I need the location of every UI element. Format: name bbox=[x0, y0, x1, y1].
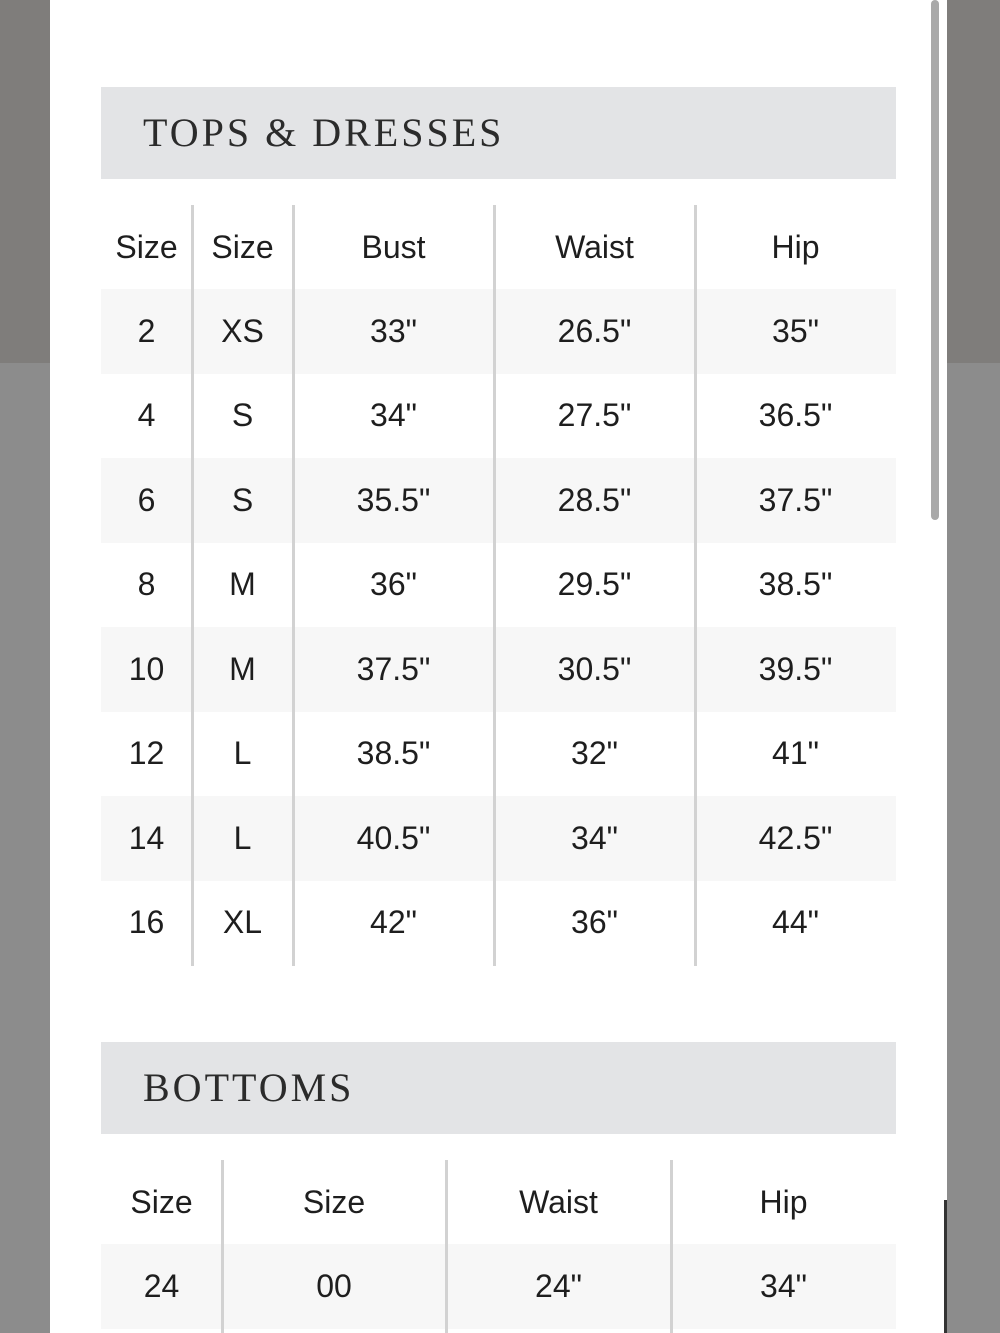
table-row bbox=[101, 712, 896, 797]
column-divider bbox=[191, 205, 194, 966]
cell-bust: 42" bbox=[370, 904, 417, 941]
cell-size-numeric: 16 bbox=[128, 904, 165, 941]
cell-hip: 42.5" bbox=[758, 819, 833, 856]
cell-size-numeric: 10 bbox=[128, 650, 165, 687]
cell-hip: 36.5" bbox=[758, 397, 833, 434]
cell-size-numeric: 2 bbox=[137, 312, 156, 349]
cell-waist: 27.5" bbox=[557, 397, 632, 434]
tops-header-row bbox=[101, 205, 896, 289]
scrollbar-thumb[interactable] bbox=[931, 0, 939, 520]
column-divider bbox=[445, 1160, 448, 1333]
column-divider bbox=[694, 205, 697, 966]
cell-waist: 30.5" bbox=[557, 650, 632, 687]
column-header-hip: Hip bbox=[771, 228, 820, 265]
table-row bbox=[101, 627, 896, 712]
column-header-size-numeric: Size bbox=[130, 1183, 193, 1220]
table-row bbox=[101, 458, 896, 543]
column-divider bbox=[292, 205, 295, 966]
backdrop-edge bbox=[944, 1200, 947, 1333]
cell-waist: 29.5" bbox=[557, 566, 632, 603]
cell-size-letter: S bbox=[231, 397, 254, 434]
column-header-waist: Waist bbox=[555, 228, 634, 265]
tops-section-header bbox=[101, 87, 896, 179]
cell-size-numeric: 14 bbox=[128, 819, 165, 856]
bottoms-section-title: BOTTOMS bbox=[143, 1065, 355, 1110]
tops-size-table bbox=[101, 205, 896, 965]
cell-bust: 33" bbox=[370, 312, 417, 349]
cell-size-numeric: 6 bbox=[137, 481, 156, 518]
cell-hip: 37.5" bbox=[758, 481, 833, 518]
column-divider bbox=[493, 205, 496, 966]
cell-size-numeric: 24 bbox=[143, 1267, 180, 1304]
cell-waist: 36" bbox=[571, 904, 618, 941]
cell-size-letter: L bbox=[233, 735, 252, 772]
column-divider bbox=[221, 1160, 224, 1333]
size-chart-modal bbox=[50, 0, 947, 1333]
cell-size-letter: XS bbox=[221, 312, 264, 349]
cell-hip: 39.5" bbox=[758, 650, 833, 687]
cell-size-numeric: 12 bbox=[128, 735, 165, 772]
cell-bust: 35.5" bbox=[356, 481, 431, 518]
cell-size-numeric: 8 bbox=[137, 566, 156, 603]
cell-waist: 32" bbox=[571, 735, 618, 772]
cell-waist: 28.5" bbox=[557, 481, 632, 518]
cell-hip: 34" bbox=[760, 1267, 807, 1304]
bottoms-section-header bbox=[101, 1042, 896, 1134]
column-header-size-numeric: Size bbox=[115, 228, 178, 265]
cell-size-letter: S bbox=[231, 481, 254, 518]
table-row bbox=[101, 374, 896, 459]
cell-bust: 37.5" bbox=[356, 650, 431, 687]
cell-bust: 38.5" bbox=[356, 735, 431, 772]
cell-size-numeric: 4 bbox=[137, 397, 156, 434]
column-header-size-letter: Size bbox=[211, 228, 274, 265]
cell-bust: 36" bbox=[370, 566, 417, 603]
cell-hip: 44" bbox=[772, 904, 819, 941]
column-header-waist: Waist bbox=[519, 1183, 598, 1220]
cell-bust: 40.5" bbox=[356, 819, 431, 856]
cell-waist: 34" bbox=[571, 819, 618, 856]
column-header-hip: Hip bbox=[759, 1183, 808, 1220]
cell-waist: 24" bbox=[535, 1267, 582, 1304]
bottoms-size-table bbox=[101, 1160, 896, 1329]
cell-bust: 34" bbox=[370, 397, 417, 434]
cell-hip: 35" bbox=[772, 312, 819, 349]
column-header-size-letter: Size bbox=[302, 1183, 366, 1220]
table-row bbox=[101, 796, 896, 881]
cell-size-letter: M bbox=[229, 650, 256, 687]
cell-size-letter: XL bbox=[222, 904, 263, 941]
tops-section-title: TOPS & DRESSES bbox=[143, 110, 505, 155]
cell-size-letter: M bbox=[229, 566, 256, 603]
table-row bbox=[101, 289, 896, 374]
cell-hip: 41" bbox=[772, 735, 819, 772]
table-row bbox=[101, 543, 896, 628]
cell-size-letter: 00 bbox=[316, 1267, 352, 1304]
column-divider bbox=[670, 1160, 673, 1333]
column-header-bust: Bust bbox=[361, 228, 426, 265]
table-row bbox=[101, 881, 896, 966]
cell-size-letter: L bbox=[233, 819, 252, 856]
cell-hip: 38.5" bbox=[758, 566, 833, 603]
cell-waist: 26.5" bbox=[557, 312, 632, 349]
